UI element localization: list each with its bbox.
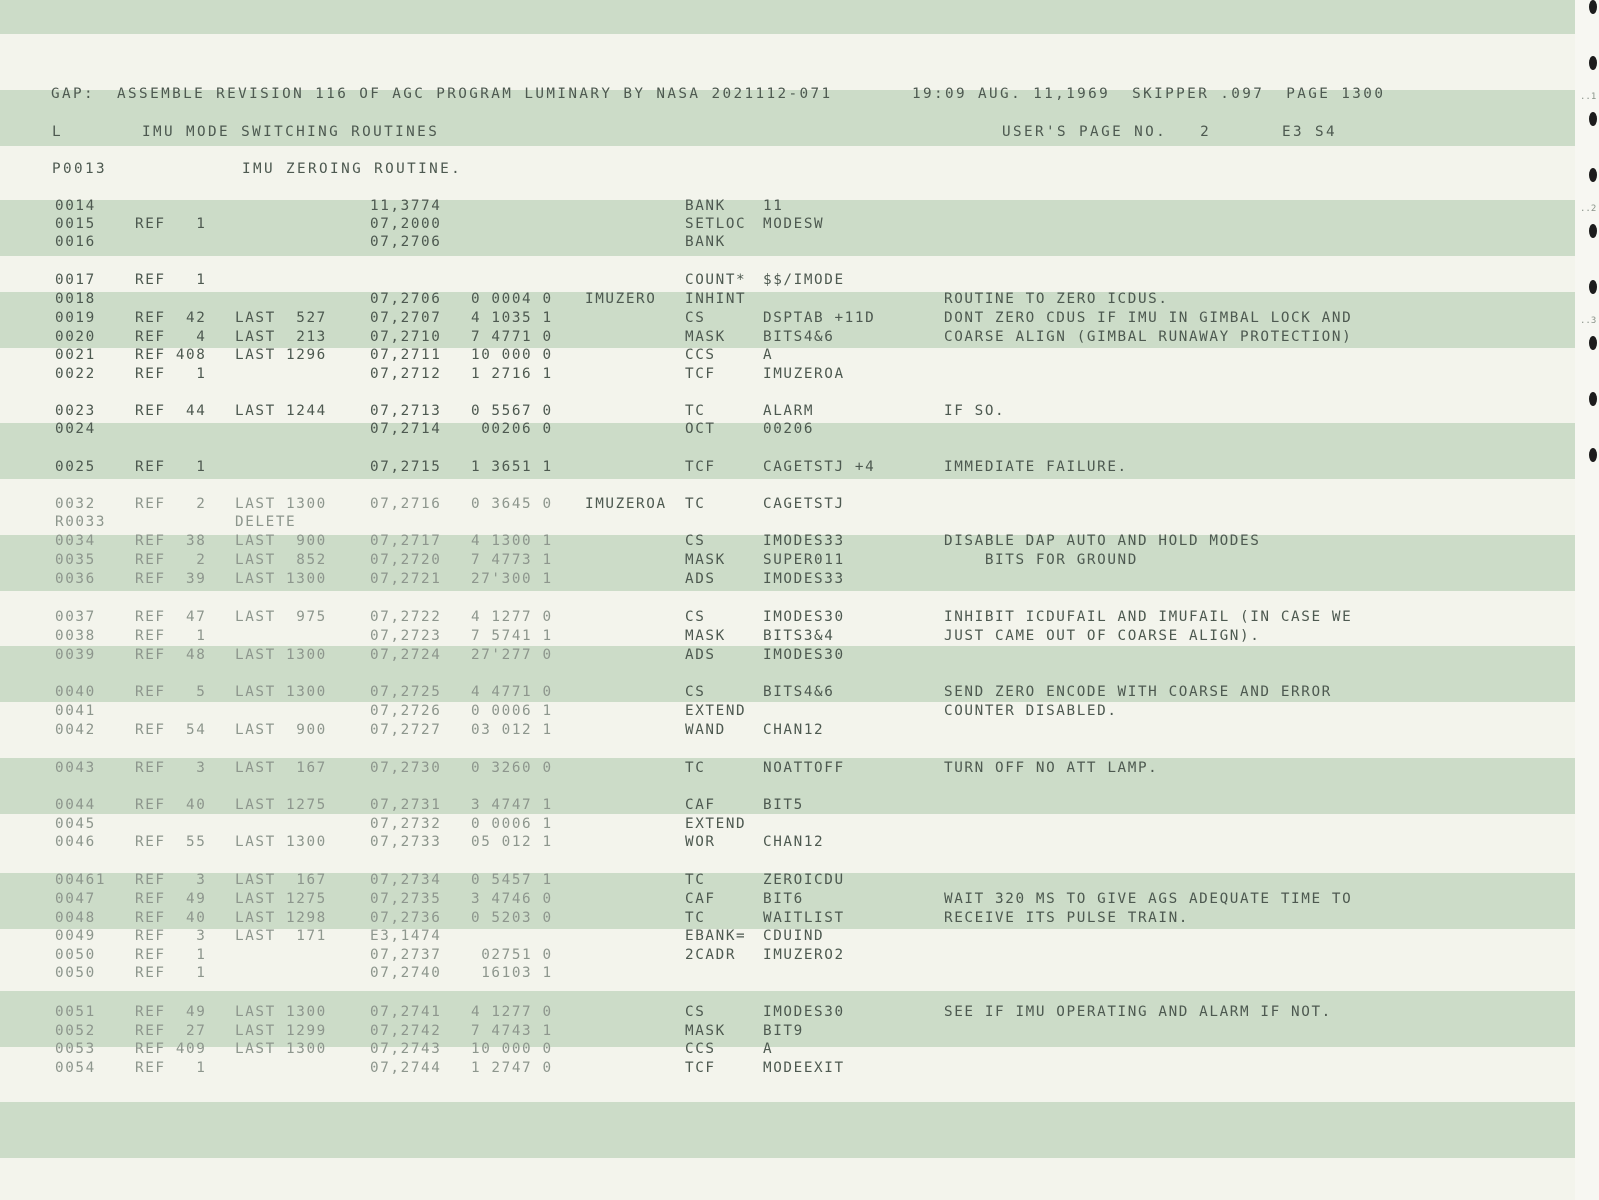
- ref-count: REF 49: [135, 891, 207, 907]
- operand: CDUIND: [763, 928, 825, 944]
- opcode: MASK: [685, 1023, 726, 1039]
- opcode: CS: [685, 1004, 706, 1020]
- line-number: 0039: [55, 647, 96, 663]
- sprocket-hole: [1589, 448, 1597, 462]
- address: 07,2706: [370, 234, 442, 250]
- octal-code: 27'277 0: [471, 647, 553, 663]
- comment: SEE IF IMU OPERATING AND ALARM IF NOT.: [944, 1004, 1332, 1020]
- address: 07,2707: [370, 310, 442, 326]
- opcode: EBANK=: [685, 928, 747, 944]
- address: 07,2734: [370, 872, 442, 888]
- octal-code: 7 5741 1: [471, 628, 553, 644]
- sprocket-hole: [1589, 168, 1597, 182]
- opcode: ADS: [685, 647, 716, 663]
- last-ref: LAST 975: [235, 609, 327, 625]
- opcode: CCS: [685, 1041, 716, 1057]
- line-number: 00461: [55, 872, 107, 888]
- operand: $$/IMODE: [763, 272, 845, 288]
- opcode: BANK: [685, 234, 726, 250]
- assembly-header: GAP: ASSEMBLE REVISION 116 OF AGC PROGRAM LUMINARY BY NASA 2021112-071: [51, 86, 833, 102]
- ref-count: REF 54: [135, 722, 207, 738]
- comment: WAIT 320 MS TO GIVE AGS ADEQUATE TIME TO: [944, 891, 1353, 907]
- octal-code: 3 4747 1: [471, 797, 553, 813]
- last-ref: LAST 1275: [235, 797, 327, 813]
- last-ref: LAST 1300: [235, 496, 327, 512]
- operand: CHAN12: [763, 834, 825, 850]
- operand: CAGETSTJ +4: [763, 459, 876, 475]
- line-number: 0050: [55, 947, 96, 963]
- ref-count: REF 1: [135, 947, 207, 963]
- line-number: 0051: [55, 1004, 96, 1020]
- last-ref: LAST 900: [235, 722, 327, 738]
- address: 07,2720: [370, 552, 442, 568]
- ref-count: REF 3: [135, 760, 207, 776]
- address: 07,2726: [370, 703, 442, 719]
- last-ref: LAST 167: [235, 872, 327, 888]
- address: 07,2730: [370, 760, 442, 776]
- green-bar-band: [0, 0, 1575, 34]
- last-ref: LAST 1298: [235, 910, 327, 926]
- operand: A: [763, 347, 774, 363]
- line-number: R0033: [55, 514, 107, 530]
- comment: SEND ZERO ENCODE WITH COARSE AND ERROR: [944, 684, 1332, 700]
- operand: BITS4&6: [763, 684, 835, 700]
- opcode: ADS: [685, 571, 716, 587]
- ref-count: REF 3: [135, 872, 207, 888]
- opcode: TC: [685, 872, 706, 888]
- address: 07,2721: [370, 571, 442, 587]
- operand: CHAN12: [763, 722, 825, 738]
- line-number: 0023: [55, 403, 96, 419]
- last-ref: LAST 1296: [235, 347, 327, 363]
- line-number: 0052: [55, 1023, 96, 1039]
- octal-code: 7 4771 0: [471, 329, 553, 345]
- line-number: 0017: [55, 272, 96, 288]
- comment: COUNTER DISABLED.: [944, 703, 1118, 719]
- line-number: 0018: [55, 291, 96, 307]
- ref-count: REF 2: [135, 552, 207, 568]
- octal-code: 0 5567 0: [471, 403, 553, 419]
- octal-code: 7 4773 1: [471, 552, 553, 568]
- ref-count: REF 1: [135, 366, 207, 382]
- octal-code: 1 3651 1: [471, 459, 553, 475]
- octal-code: 05 012 1: [471, 834, 553, 850]
- ref-count: REF 40: [135, 797, 207, 813]
- last-ref: LAST 171: [235, 928, 327, 944]
- operand: IMODES33: [763, 571, 845, 587]
- opcode: EXTEND: [685, 703, 747, 719]
- line-number: 0024: [55, 421, 96, 437]
- line-number: 0048: [55, 910, 96, 926]
- opcode: CS: [685, 609, 706, 625]
- comment: TURN OFF NO ATT LAMP.: [944, 760, 1159, 776]
- ref-count: REF 1: [135, 459, 207, 475]
- opcode: CAF: [685, 797, 716, 813]
- line-number: 0032: [55, 496, 96, 512]
- address: 07,2727: [370, 722, 442, 738]
- ref-count: REF 40: [135, 910, 207, 926]
- section-title: IMU MODE SWITCHING ROUTINES: [142, 124, 440, 140]
- ref-count: REF 1: [135, 272, 207, 288]
- green-bar-band: [0, 1102, 1575, 1158]
- operand: BITS4&6: [763, 329, 835, 345]
- operand: ZEROICDU: [763, 872, 845, 888]
- line-number: 0040: [55, 684, 96, 700]
- address: 07,2724: [370, 647, 442, 663]
- opcode: TC: [685, 910, 706, 926]
- operand: A: [763, 1041, 774, 1057]
- ref-count: REF 5: [135, 684, 207, 700]
- line-number: 0021: [55, 347, 96, 363]
- line-number: 0038: [55, 628, 96, 644]
- last-ref: LAST 1300: [235, 1004, 327, 1020]
- ref-count: REF 27: [135, 1023, 207, 1039]
- opcode: MASK: [685, 329, 726, 345]
- operand: IMODES30: [763, 609, 845, 625]
- opcode: TCF: [685, 459, 716, 475]
- assembly-timestamp: 19:09 AUG. 11,1969 SKIPPER .097 PAGE 1300: [912, 86, 1386, 102]
- address: 07,2743: [370, 1041, 442, 1057]
- address: 07,2733: [370, 834, 442, 850]
- line-number: 0043: [55, 760, 96, 776]
- octal-code: 1 2747 0: [471, 1060, 553, 1076]
- address: 07,2717: [370, 533, 442, 549]
- address: 07,2722: [370, 609, 442, 625]
- address: 07,2725: [370, 684, 442, 700]
- opcode: TC: [685, 760, 706, 776]
- tractor-feed-edge: [1575, 0, 1599, 1200]
- operand: 00206: [763, 421, 815, 437]
- ref-count: REF 409: [135, 1041, 207, 1057]
- last-ref: LAST 1299: [235, 1023, 327, 1039]
- ref-count: REF 39: [135, 571, 207, 587]
- last-ref: LAST 527: [235, 310, 327, 326]
- operand: 11: [763, 198, 784, 214]
- opcode: BANK: [685, 198, 726, 214]
- address: 07,2000: [370, 216, 442, 232]
- address: E3,1474: [370, 928, 442, 944]
- octal-code: 7 4743 1: [471, 1023, 553, 1039]
- comment: JUST CAME OUT OF COARSE ALIGN).: [944, 628, 1261, 644]
- address: 07,2731: [370, 797, 442, 813]
- opcode: TCF: [685, 366, 716, 382]
- symbol-label: IMUZEROA: [585, 496, 667, 512]
- page-tag: E3 S4: [1282, 124, 1338, 140]
- sprocket-hole: [1589, 0, 1597, 14]
- comment: IF SO.: [944, 403, 1006, 419]
- line-number: 0045: [55, 816, 96, 832]
- address: 07,2740: [370, 965, 442, 981]
- ref-count: REF 42: [135, 310, 207, 326]
- address: 07,2711: [370, 347, 442, 363]
- octal-code: 10 000 0: [471, 347, 553, 363]
- last-ref: LAST 213: [235, 329, 327, 345]
- line-number: 0035: [55, 552, 96, 568]
- line-number: 0047: [55, 891, 96, 907]
- line-number: 0053: [55, 1041, 96, 1057]
- last-ref: DELETE: [235, 514, 297, 530]
- margin-mark-1: ..1: [1580, 92, 1597, 102]
- operand: BITS3&4: [763, 628, 835, 644]
- line-number: 0044: [55, 797, 96, 813]
- operand: DSPTAB +11D: [763, 310, 876, 326]
- last-ref: LAST 1244: [235, 403, 327, 419]
- ref-count: REF 47: [135, 609, 207, 625]
- ref-count: REF 2: [135, 496, 207, 512]
- ref-count: REF 44: [135, 403, 207, 419]
- line-number: 0025: [55, 459, 96, 475]
- ref-count: REF 55: [135, 834, 207, 850]
- line-number: 0046: [55, 834, 96, 850]
- opcode: MASK: [685, 552, 726, 568]
- operand: IMODES33: [763, 533, 845, 549]
- opcode: COUNT*: [685, 272, 747, 288]
- last-ref: LAST 1275: [235, 891, 327, 907]
- last-ref: LAST 1300: [235, 571, 327, 587]
- sprocket-hole: [1589, 336, 1597, 350]
- address: 07,2715: [370, 459, 442, 475]
- address: 11,3774: [370, 198, 442, 214]
- users-page-number: USER'S PAGE NO. 2: [1002, 124, 1212, 140]
- comment: DISABLE DAP AUTO AND HOLD MODES: [944, 533, 1261, 549]
- line-number: 0049: [55, 928, 96, 944]
- operand: BIT9: [763, 1023, 804, 1039]
- address: 07,2741: [370, 1004, 442, 1020]
- octal-code: 4 1035 1: [471, 310, 553, 326]
- line-number: 0022: [55, 366, 96, 382]
- address: 07,2714: [370, 421, 442, 437]
- comment: ROUTINE TO ZERO ICDUS.: [944, 291, 1169, 307]
- ref-count: REF 1: [135, 1060, 207, 1076]
- address: 07,2736: [370, 910, 442, 926]
- opcode: TCF: [685, 1060, 716, 1076]
- octal-code: 0 5203 0: [471, 910, 553, 926]
- line-number: 0042: [55, 722, 96, 738]
- opcode: INHINT: [685, 291, 747, 307]
- last-ref: LAST 167: [235, 760, 327, 776]
- octal-code: 0 3260 0: [471, 760, 553, 776]
- operand: NOATTOFF: [763, 760, 845, 776]
- address: 07,2732: [370, 816, 442, 832]
- last-ref: LAST 1300: [235, 684, 327, 700]
- comment: COARSE ALIGN (GIMBAL RUNAWAY PROTECTION): [944, 329, 1353, 345]
- opcode: TC: [685, 403, 706, 419]
- octal-code: 16103 1: [471, 965, 553, 981]
- octal-code: 0 0004 0: [471, 291, 553, 307]
- opcode: EXTEND: [685, 816, 747, 832]
- last-ref: LAST 1300: [235, 647, 327, 663]
- symbol-label: IMUZERO: [585, 291, 657, 307]
- octal-code: 10 000 0: [471, 1041, 553, 1057]
- comment: IMMEDIATE FAILURE.: [944, 459, 1128, 475]
- octal-code: 4 1300 1: [471, 533, 553, 549]
- margin-mark-3: ..3: [1580, 316, 1597, 326]
- opcode: CS: [685, 684, 706, 700]
- address: 07,2744: [370, 1060, 442, 1076]
- address: 07,2737: [370, 947, 442, 963]
- ref-count: REF 1: [135, 965, 207, 981]
- sprocket-hole: [1589, 56, 1597, 70]
- last-ref: LAST 852: [235, 552, 327, 568]
- octal-code: 02751 0: [471, 947, 553, 963]
- ref-count: REF 4: [135, 329, 207, 345]
- margin-mark-2: ..2: [1580, 204, 1597, 214]
- ref-count: REF 1: [135, 216, 207, 232]
- line-number: 0034: [55, 533, 96, 549]
- address: 07,2735: [370, 891, 442, 907]
- section-letter: L: [52, 124, 64, 140]
- line-number: 0036: [55, 571, 96, 587]
- opcode: SETLOC: [685, 216, 747, 232]
- opcode: 2CADR: [685, 947, 737, 963]
- address: 07,2716: [370, 496, 442, 512]
- address: 07,2710: [370, 329, 442, 345]
- line-number: 0020: [55, 329, 96, 345]
- octal-code: 0 0006 1: [471, 816, 553, 832]
- line-number: 0054: [55, 1060, 96, 1076]
- line-number: 0015: [55, 216, 96, 232]
- address: 07,2723: [370, 628, 442, 644]
- ref-count: REF 48: [135, 647, 207, 663]
- octal-code: 00206 0: [471, 421, 553, 437]
- address: 07,2706: [370, 291, 442, 307]
- routine-title: IMU ZEROING ROUTINE.: [242, 161, 463, 177]
- sprocket-hole: [1589, 280, 1597, 294]
- last-ref: LAST 900: [235, 533, 327, 549]
- line-number: 0037: [55, 609, 96, 625]
- address: 07,2713: [370, 403, 442, 419]
- operand: BIT6: [763, 891, 804, 907]
- operand: MODESW: [763, 216, 825, 232]
- line-number: 0041: [55, 703, 96, 719]
- octal-code: 3 4746 0: [471, 891, 553, 907]
- opcode: MASK: [685, 628, 726, 644]
- operand: IMUZERO2: [763, 947, 845, 963]
- octal-code: 03 012 1: [471, 722, 553, 738]
- comment: DONT ZERO CDUS IF IMU IN GIMBAL LOCK AND: [944, 310, 1353, 326]
- octal-code: 27'300 1: [471, 571, 553, 587]
- routine-line-number: P0013: [52, 161, 108, 177]
- opcode: OCT: [685, 421, 716, 437]
- ref-count: REF 49: [135, 1004, 207, 1020]
- octal-code: 1 2716 1: [471, 366, 553, 382]
- operand: IMODES30: [763, 647, 845, 663]
- comment: INHIBIT ICDUFAIL AND IMUFAIL (IN CASE WE: [944, 609, 1353, 625]
- last-ref: LAST 1300: [235, 1041, 327, 1057]
- line-number: 0016: [55, 234, 96, 250]
- address: 07,2742: [370, 1023, 442, 1039]
- operand: BIT5: [763, 797, 804, 813]
- ref-count: REF 38: [135, 533, 207, 549]
- comment: RECEIVE ITS PULSE TRAIN.: [944, 910, 1189, 926]
- operand: ALARM: [763, 403, 815, 419]
- address: 07,2712: [370, 366, 442, 382]
- ref-count: REF 1: [135, 628, 207, 644]
- operand: SUPER011: [763, 552, 845, 568]
- opcode: WAND: [685, 722, 726, 738]
- operand: MODEEXIT: [763, 1060, 845, 1076]
- opcode: WOR: [685, 834, 716, 850]
- operand: CAGETSTJ: [763, 496, 845, 512]
- octal-code: 0 0006 1: [471, 703, 553, 719]
- opcode: TC: [685, 496, 706, 512]
- ref-count: REF 408: [135, 347, 207, 363]
- sprocket-hole: [1589, 224, 1597, 238]
- line-number: 0014: [55, 198, 96, 214]
- octal-code: 4 1277 0: [471, 1004, 553, 1020]
- octal-code: 0 3645 0: [471, 496, 553, 512]
- opcode: CAF: [685, 891, 716, 907]
- line-number: 0050: [55, 965, 96, 981]
- opcode: CS: [685, 533, 706, 549]
- octal-code: 4 1277 0: [471, 609, 553, 625]
- ref-count: REF 3: [135, 928, 207, 944]
- opcode: CS: [685, 310, 706, 326]
- octal-code: 0 5457 1: [471, 872, 553, 888]
- last-ref: LAST 1300: [235, 834, 327, 850]
- operand: IMODES30: [763, 1004, 845, 1020]
- opcode: CCS: [685, 347, 716, 363]
- operand: IMUZEROA: [763, 366, 845, 382]
- operand: WAITLIST: [763, 910, 845, 926]
- line-number: 0019: [55, 310, 96, 326]
- octal-code: 4 4771 0: [471, 684, 553, 700]
- comment: BITS FOR GROUND: [944, 552, 1138, 568]
- sprocket-hole: [1589, 392, 1597, 406]
- sprocket-hole: [1589, 112, 1597, 126]
